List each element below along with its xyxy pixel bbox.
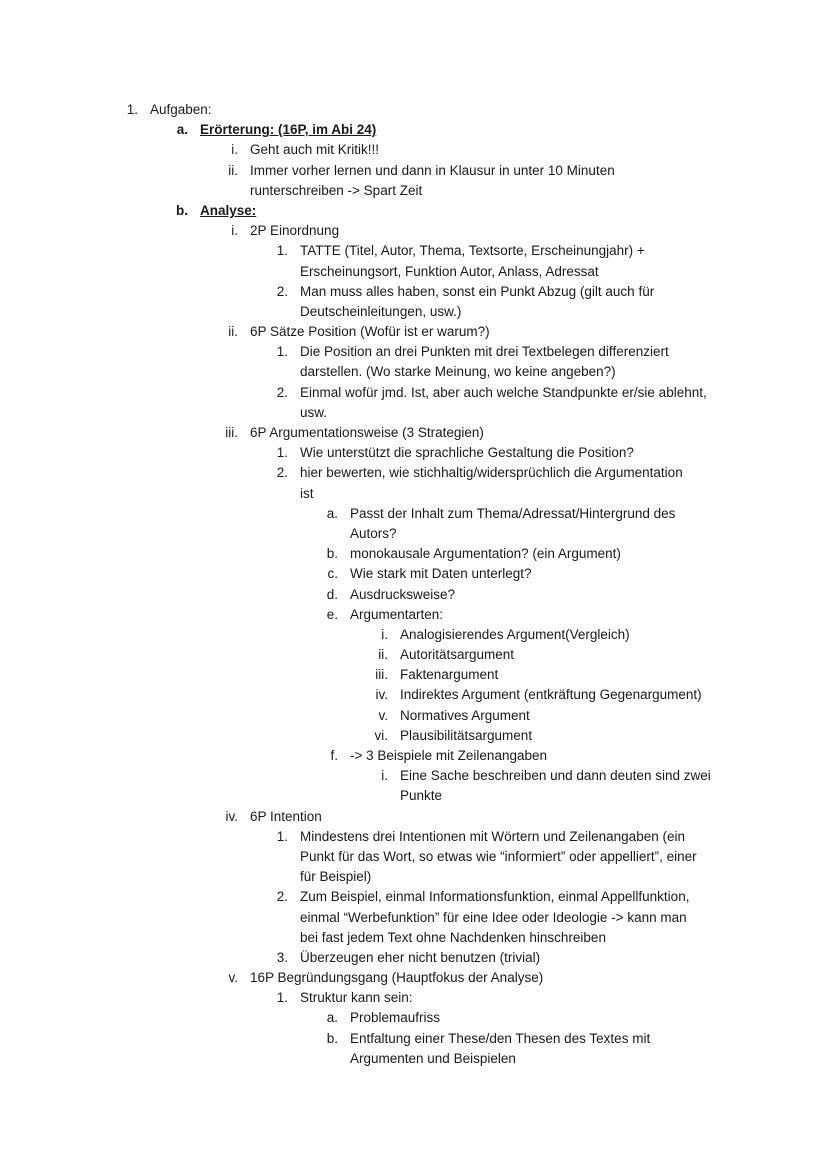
section-heading: Analyse: [200,202,257,218]
outline-line [0,524,828,544]
list-marker: iii. [375,667,388,683]
list-item-text: Wie unterstützt die sprachliche Gestaltung die Position? [300,445,634,461]
list-item-text: Argumentarten: [350,606,444,622]
outline-line [0,605,828,625]
outline-line [0,887,828,907]
outline-line [0,282,828,302]
list-marker: 2. [276,465,288,481]
outline-line [0,342,828,362]
outline-line [0,988,828,1008]
list-marker: d. [326,586,338,602]
list-item-text: Zum Beispiel, einmal Informationsfunktion, einmal Appellfunktion, [300,889,690,905]
list-marker: v. [228,970,238,986]
document-body [0,100,828,1069]
list-marker: ii. [378,647,388,663]
outline-line [0,746,828,766]
outline-line [0,827,828,847]
outline-line [0,100,828,120]
list-item-text: Punkt für das Wort, so etwas wie “informiert” oder appelliert”, einer [300,848,697,864]
outline-line [0,484,828,504]
outline-line [0,564,828,584]
list-marker: a. [326,505,338,521]
list-item-text: Plausibilitätsargument [400,727,533,743]
list-marker: 1. [126,102,138,117]
list-item-text: -> 3 Beispiele mit Zeilenangaben [350,748,547,763]
list-item-text: Die Position an drei Punkten mit drei Textbelegen differenziert [300,344,669,360]
outline-line [0,201,828,221]
outline-line [0,1008,828,1028]
list-marker: 1. [276,990,288,1006]
outline-line [0,867,828,887]
list-marker: f. [330,748,338,763]
list-item-text: einmal “Werbefunktion” für eine Idee oder Ideologie -> kann man [300,909,687,925]
list-item-text: Eine Sache beschreiben und dann deuten sind zwei [400,768,711,784]
list-marker: 1. [276,445,288,461]
list-marker: b. [326,546,338,562]
list-item-text: runterschreiben -> Spart Zeit [250,182,423,198]
list-marker: ii. [228,324,238,340]
list-item-text: Entfaltung einer These/den Thesen des Textes mit [350,1030,651,1046]
list-marker: b. [176,202,188,218]
outline-line [0,423,828,443]
list-marker: i. [381,768,388,784]
list-item-text: für Beispiel) [300,869,372,885]
list-marker: iv. [375,687,388,703]
outline-line [0,685,828,705]
list-item-text: Erscheinungsort, Funktion Autor, Anlass, Adressat [300,263,599,279]
list-marker: 2. [276,889,288,905]
list-marker: 1. [276,243,288,259]
list-marker: v. [378,707,388,723]
list-item-text: Normatives Argument [400,707,530,723]
outline-line [0,120,828,140]
list-item-text: usw. [300,404,328,420]
list-item-text: 6P Argumentationsweise (3 Strategien) [250,425,484,440]
outline-line [0,403,828,423]
outline-line [0,948,828,968]
outline-line [0,665,828,685]
list-marker: vi. [374,727,388,743]
list-marker: i. [231,223,238,239]
list-item-text: Geht auch mit Kritik!!! [250,142,380,158]
list-item-text: darstellen. (Wo starke Meinung, wo keine angeben?) [300,364,616,380]
list-item-text: TATTE (Titel, Autor, Thema, Textsorte, Erscheinungjahr) + [300,243,645,259]
list-item-text: bei fast jedem Text ohne Nachdenken hinschreiben [300,929,606,945]
list-item-text: Problemaufriss [350,1010,441,1026]
list-item-text: 6P Intention [250,808,322,824]
outline-line [0,1029,828,1049]
list-marker: e. [326,606,338,622]
outline-line [0,362,828,382]
list-marker: 1. [276,828,288,844]
list-item-text: Überzeugen eher nicht benutzen (trivial) [300,949,541,965]
outline-line [0,766,828,786]
list-item-text: Faktenargument [400,667,499,683]
list-item-text: 2P Einordnung [250,223,340,239]
outline-line [0,262,828,282]
outline-line [0,181,828,201]
list-marker: iv. [225,808,238,824]
outline-line [0,786,828,806]
outline-line [0,807,828,827]
list-marker: iii. [225,425,238,440]
list-item-text: Deutscheinleitungen, usw.) [300,303,462,319]
outline-line [0,221,828,241]
list-item-text: ist [300,485,314,501]
list-item-text: Man muss alles haben, sonst ein Punkt Abzug (gilt auch für [300,283,655,299]
outline-line [0,383,828,403]
list-item-text: Autoritätsargument [400,647,515,663]
outline-line [0,140,828,160]
list-marker: a. [176,122,188,138]
outline-line [0,908,828,928]
outline-line [0,645,828,665]
list-marker: a. [326,1010,338,1026]
outline-line [0,504,828,524]
outline-line [0,928,828,948]
outline-line [0,463,828,483]
list-item-text: Punkte [400,788,443,804]
section-heading: Erörterung: (16P, im Abi 24) [200,122,377,138]
outline-line [0,585,828,605]
list-marker: 3. [276,949,288,965]
list-marker: b. [326,1030,338,1046]
outline-line [0,968,828,988]
list-item-text: Einmal wofür jmd. Ist, aber auch welche Standpunkte er/sie ablehnt, [300,384,707,400]
list-item-text: Autors? [350,525,397,541]
list-item-text: monokausale Argumentation? (ein Argument) [350,546,621,562]
list-item-text: Aufgaben: [150,102,212,117]
list-item-text: Immer vorher lernen und dann in Klausur in unter 10 Minuten [250,162,615,178]
outline-line [0,847,828,867]
outline-line [0,1049,828,1069]
list-item-text: Indirektes Argument (entkräftung Gegenargument) [400,687,702,703]
outline-line [0,322,828,342]
outline-line [0,625,828,645]
list-marker: i. [231,142,238,158]
list-marker: ii. [228,162,238,178]
list-marker: 2. [276,283,288,299]
list-item-text: Passt der Inhalt zum Thema/Adressat/Hintergrund des [350,505,676,521]
outline-line [0,241,828,261]
list-marker: 2. [276,384,288,400]
outline-line [0,726,828,746]
list-item-text: Ausdrucksweise? [350,586,456,602]
list-item-text: hier bewerten, wie stichhaltig/widersprüchlich die Argumentation [300,465,683,481]
outline-line [0,302,828,322]
list-item-text: Analogisierendes Argument(Vergleich) [400,626,630,642]
list-marker: i. [381,626,388,642]
list-marker: 1. [276,344,288,360]
list-item-text: Struktur kann sein: [300,990,413,1006]
list-item-text: Wie stark mit Daten unterlegt? [350,566,532,582]
outline-line [0,706,828,726]
outline-line [0,161,828,181]
outline-line [0,443,828,463]
list-item-text: 6P Sätze Position (Wofür ist er warum?) [250,324,490,340]
outline-line [0,544,828,564]
list-item-text: 16P Begründungsgang (Hauptfokus der Analyse) [250,970,544,986]
list-marker: c. [327,566,338,582]
list-item-text: Argumenten und Beispielen [350,1050,516,1066]
list-item-text: Mindestens drei Intentionen mit Wörtern und Zeilenangaben (ein [300,828,685,844]
